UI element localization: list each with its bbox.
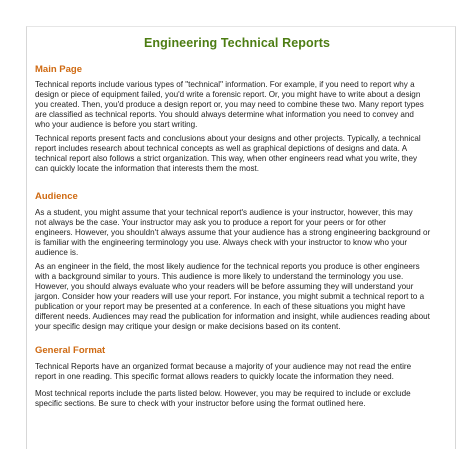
section-heading-general-format: General Format xyxy=(35,345,106,356)
text-line: report includes research about technical concepts as well as graphical depictions of designs and data. A xyxy=(35,144,408,153)
text-line: not always be the case. Your instructor may ask you to produce a report for your peers or for other xyxy=(35,218,386,227)
text-line: Most technical reports include the parts listed below. However, you may be required to include or exclude xyxy=(35,389,411,398)
paragraph xyxy=(35,389,453,409)
text-line: audience is. xyxy=(35,248,79,257)
text-line: Technical reports include various types of "technical" information. For example, if you need to report why a xyxy=(35,80,415,89)
text-line: As a student, you might assume that your technical report's audience is your instructor, however, this may xyxy=(35,208,413,217)
paragraph xyxy=(35,134,453,174)
text-line: engineers. However, you shouldn't always assume that your audience has a strong engineering background or xyxy=(35,228,431,237)
text-line: can quickly locate the information that interests them the most. xyxy=(35,164,260,173)
text-line: who your audience is before you start writing. xyxy=(35,120,198,129)
text-line: jargon. Consider how your readers will use your report. For instance, you might submit a technical report to a xyxy=(35,292,425,301)
text-line: However, you should always evaluate who your readers will be before assuming they will understand your xyxy=(35,282,414,291)
text-line: Technical reports present facts and conclusions about your designs and other projects. Typically, a technical xyxy=(35,134,421,143)
text-line: are classified as technical reports. You should always determine what information you need to convey and xyxy=(35,110,414,119)
section-heading-audience: Audience xyxy=(35,191,78,202)
paragraph xyxy=(35,262,453,332)
paragraph xyxy=(35,80,453,130)
text-line: report in one reading. This specific format allows readers to quickly locate the information they need. xyxy=(35,372,394,381)
section-heading-main-page: Main Page xyxy=(35,64,82,75)
text-line: specific sections. Be sure to check with your instructor before using the format outlined here. xyxy=(35,399,366,408)
text-line: design or piece of equipment failed, you'd write a forensic report. Or, you might have to write about a design xyxy=(35,90,421,99)
text-line: As an engineer in the field, the most likely audience for the technical reports you produce is other engineers xyxy=(35,262,420,271)
paragraph xyxy=(35,362,453,382)
text-line: with a background similar to yours. This audience is more likely to understand the terminology you use. xyxy=(35,272,404,281)
text-line: different needs. Audiences may read the publication for information and insight, while audiences reading about xyxy=(35,312,430,321)
paragraph xyxy=(35,208,453,258)
document-title: Engineering Technical Reports xyxy=(143,36,331,50)
text-line: your specific design may critique your design or make decisions based on its content. xyxy=(35,322,341,331)
text-line: is familiar with the engineering terminology you use. Always check with your instructor to know who your xyxy=(35,238,408,247)
text-line: Technical Reports have an organized format because a majority of your audience may not read the entire xyxy=(35,362,412,371)
text-line: technical report also follows a strict organization. This way, when other engineers read what you write, they xyxy=(35,154,418,163)
text-line: you created. Then, you'd produce a design report or, you may need to combine these two. Many report types xyxy=(35,100,424,109)
text-line: publication or your report may be presented at a conference. In each of these situations you might have xyxy=(35,302,406,311)
